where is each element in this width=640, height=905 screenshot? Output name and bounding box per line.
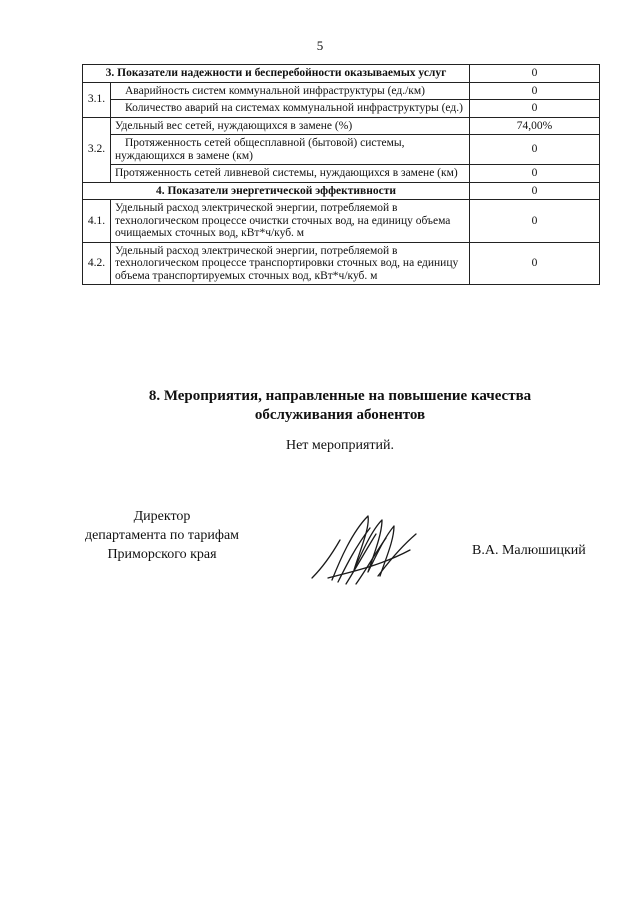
signer-title-line-2: департамента по тарифам bbox=[84, 528, 240, 543]
section-3-title: 3. Показатели надежности и бесперебойности оказываемых услуг bbox=[83, 65, 470, 83]
table-row bbox=[83, 200, 600, 243]
table-row bbox=[83, 117, 600, 135]
page-number: 5 bbox=[316, 38, 324, 53]
section-3-header-row bbox=[83, 65, 600, 83]
row-number-3-2: 3.2. bbox=[83, 117, 111, 182]
section-4-header-row bbox=[83, 182, 600, 200]
section-8-heading bbox=[60, 387, 620, 425]
indicators-table bbox=[82, 64, 600, 285]
indicator-value: 0 bbox=[470, 200, 600, 243]
indicator-value: 74,00% bbox=[470, 117, 600, 135]
section-4-value: 0 bbox=[470, 182, 600, 200]
indicator-label: Протяженность сетей ливневой системы, нуждающихся в замене (км) bbox=[111, 165, 470, 183]
indicator-label: Протяженность сетей общесплавной (бытовой) системы, нуждающихся в замене (км) bbox=[111, 135, 470, 165]
table-row bbox=[83, 135, 600, 165]
signer-title bbox=[62, 507, 262, 564]
indicator-value: 0 bbox=[470, 242, 600, 285]
indicator-label: Удельный расход электрической энергии, потребляемой в технологическом процессе очистки сточных вод, на единицу объема очищаемых сточных вод, кВт*ч/куб. м bbox=[111, 200, 470, 243]
table-row bbox=[83, 165, 600, 183]
section-4-title: 4. Показатели энергетической эффективности bbox=[83, 182, 470, 200]
handwritten-signature bbox=[310, 510, 420, 590]
table-row bbox=[83, 242, 600, 285]
signer-title-line-3: Приморского края bbox=[107, 547, 217, 562]
section-8-heading-line-2: обслуживания абонентов bbox=[254, 407, 426, 423]
signer-name: В.А. Малюшицкий bbox=[472, 543, 586, 558]
indicator-value: 0 bbox=[470, 82, 600, 100]
section-8-heading-line-1: 8. Мероприятия, направленные на повышение качества bbox=[148, 388, 532, 404]
row-number-4-2: 4.2. bbox=[83, 242, 111, 285]
signer-title-line-1: Директор bbox=[133, 509, 191, 524]
table-row bbox=[83, 82, 600, 100]
indicator-value: 0 bbox=[470, 165, 600, 183]
indicator-value: 0 bbox=[470, 100, 600, 118]
row-number-3-1: 3.1. bbox=[83, 82, 111, 117]
indicator-label: Аварийность систем коммунальной инфраструктуры (ед./км) bbox=[111, 82, 470, 100]
row-number-4-1: 4.1. bbox=[83, 200, 111, 243]
section-3-value: 0 bbox=[470, 65, 600, 83]
table-row bbox=[83, 100, 600, 118]
indicator-label: Удельный вес сетей, нуждающихся в замене (%) bbox=[111, 117, 470, 135]
indicator-label: Удельный расход электрической энергии, потребляемой в технологическом процессе транспортировки сточных вод, на единицу объема транспортируемых сточных вод, кВт*ч/куб. м bbox=[111, 242, 470, 285]
indicator-value: 0 bbox=[470, 135, 600, 165]
no-measures-text: Нет мероприятий. bbox=[285, 438, 395, 453]
indicator-label: Количество аварий на системах коммунальной инфраструктуры (ед.) bbox=[111, 100, 470, 118]
